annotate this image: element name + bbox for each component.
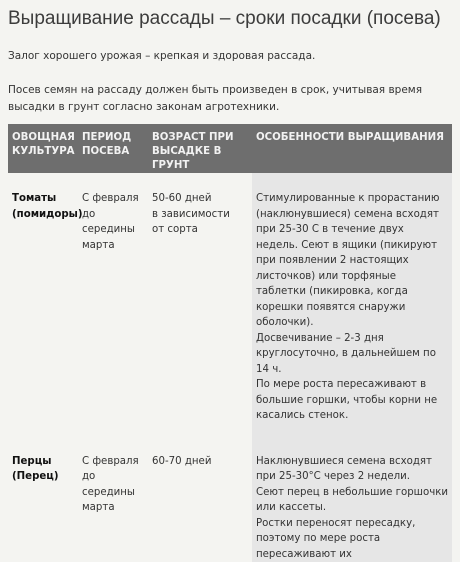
- body-paragraph: Посев семян на рассаду должен быть произведен в срок, учитывая время высадки в грунт согласно законам агротехники.: [8, 82, 452, 116]
- intro-paragraph: Залог хорошего урожая – крепкая и здоровая рассада.: [8, 50, 315, 62]
- cell-notes: Стимулированные к прорастанию (наклюнувшиеся) семена всходят при 25-30 С в течение двух недель. Сеют в ящики (пикируют при появлении 2 настоящих листочков) или торфяные таблетки (пикировка, когда корешки появятся снаружи оболочки). Досвечивание – 2-3 дня круглосуточно, в дальнейшем по 14 ч. По мере роста пересаживают в большие горшки, чтобы корни не касались стенок.: [252, 185, 452, 424]
- cell-period: С февраля до середины марта: [78, 185, 148, 424]
- cell-age: 60-70 дней: [148, 448, 252, 562]
- header-age: ВОЗРАСТ ПРИ ВЫСАДКЕ В ГРУНТ: [148, 124, 252, 173]
- header-crop: ОВОЩНАЯ КУЛЬТУРА: [8, 124, 78, 173]
- cell-notes: Наклюнувшиеся семена всходят при 25-30°С через 2 недели. Сеют перец в небольшие горшочки или кассеты. Ростки переносят пересадку, поэтому по мере роста пересаживают их: [252, 448, 452, 562]
- table-row: [8, 185, 452, 424]
- cell-crop: Перцы (Перец): [8, 448, 78, 562]
- table-row: [8, 448, 452, 562]
- header-notes: ОСОБЕННОСТИ ВЫРАЩИВАНИЯ: [252, 124, 452, 173]
- sowing-table: [8, 124, 452, 562]
- page-title: Выращивание рассады – сроки посадки (посева): [8, 8, 441, 30]
- cell-age: 50-60 дней в зависимости от сорта: [148, 185, 252, 424]
- cell-period: С февраля до середины марта: [78, 448, 148, 562]
- header-period: ПЕРИОД ПОСЕВА: [78, 124, 148, 173]
- table-header-row: [8, 124, 452, 173]
- cell-crop: Томаты (помидоры): [8, 185, 78, 424]
